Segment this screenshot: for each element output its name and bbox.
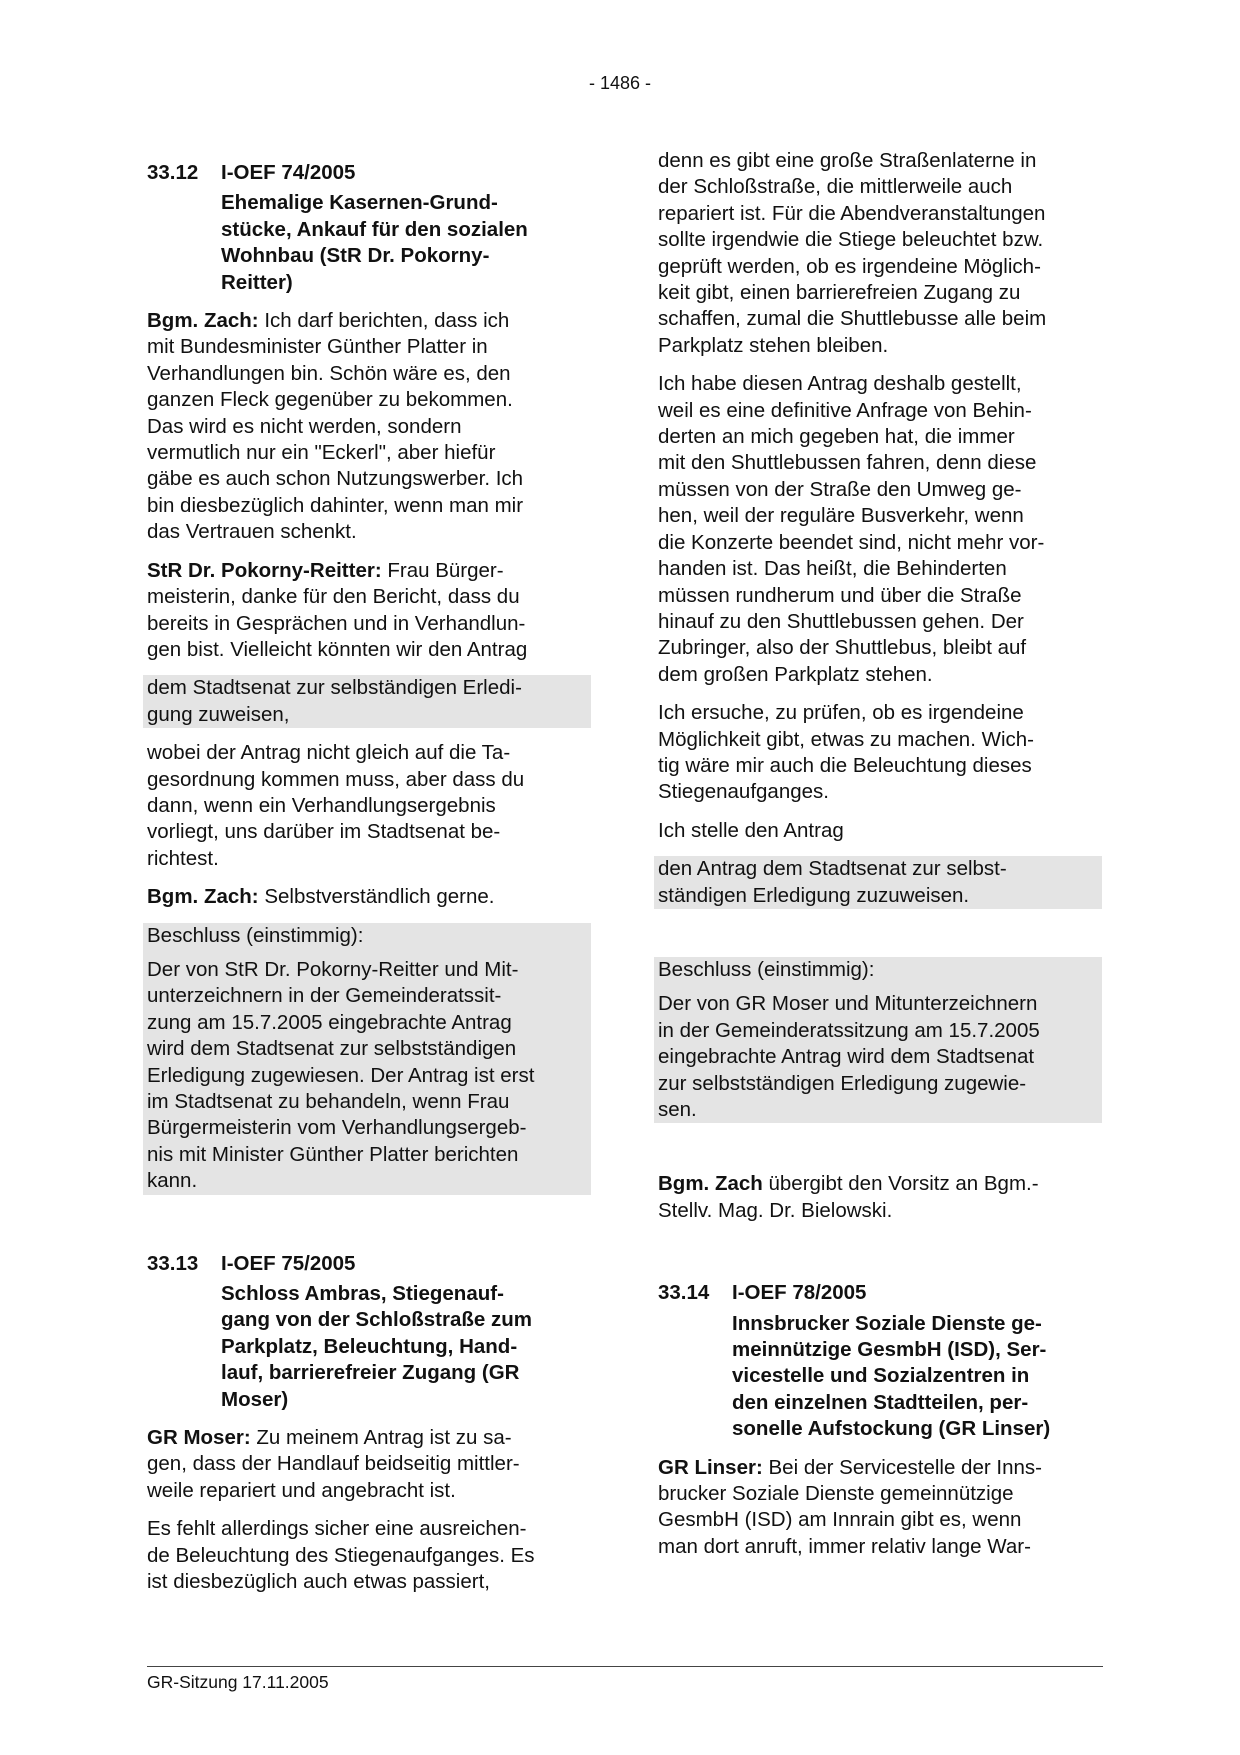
page-footer: GR-Sitzung 17.11.2005 xyxy=(147,1672,329,1692)
text-line: gesordnung kommen muss, aber dass du xyxy=(147,767,525,791)
speaker-name: GR Linser: xyxy=(658,1455,763,1479)
text-line: Erledigung zugewiesen. Der Antrag ist erst xyxy=(147,1063,535,1087)
text-line: Verhandlungen bin. Schön wäre es, den xyxy=(147,361,511,385)
text-line: im Stadtsenat zu behandeln, wenn Frau xyxy=(147,1090,510,1113)
speaker-name: GR Moser: xyxy=(147,1426,251,1450)
text-line: eingebrachte Antrag wird dem Stadtsenat xyxy=(658,1045,1035,1069)
text-line: denn es gibt eine große Straßenlaterne in xyxy=(658,149,1037,172)
text-line: unterzeichnern in der Gemeinderatssit- xyxy=(147,984,502,1008)
title-line: gang von der Schloßstraße zum xyxy=(221,1308,532,1332)
text-line: gäbe es auch schon Nutzungswerber. Ich xyxy=(147,467,524,491)
section-code: I-OEF 74/2005 xyxy=(221,161,356,184)
page-number: - 1486 - xyxy=(588,73,652,93)
title-line: sonelle Aufstockung (GR Linser) xyxy=(732,1417,1051,1441)
text-line: hen, weil der reguläre Busverkehr, wenn xyxy=(658,504,1024,528)
paragraph-bgm-zach-reply xyxy=(147,884,587,910)
title-line: Reitter) xyxy=(221,270,293,294)
text-line: keit gibt, einen barrierefreien Zugang zu xyxy=(658,281,1021,305)
resolution-block xyxy=(143,923,591,1195)
title-line: Ehemalige Kasernen-Grund- xyxy=(221,191,498,215)
text-line: die Konzerte beendet sind, nicht mehr vor- xyxy=(658,530,1045,554)
text-line: den Antrag dem Stadtsenat zur selbst- xyxy=(658,857,1007,881)
text-line: Frau Bürger- xyxy=(381,558,504,582)
text-line: Ich darf berichten, dass ich xyxy=(258,309,510,333)
text-line: wobei der Antrag nicht gleich auf die Ta- xyxy=(147,741,511,765)
text-line: zung am 15.7.2005 eingebrachte Antrag xyxy=(147,1010,512,1034)
section-heading-33-13 xyxy=(147,1251,587,1277)
text-line: Das wird es nicht werden, sondern xyxy=(147,414,462,438)
text-line: vorliegt, uns darüber im Stadtsenat be- xyxy=(147,820,501,844)
text-line: Ich habe diesen Antrag deshalb gestellt, xyxy=(658,372,1022,396)
text-line: mit den Shuttlebussen fahren, denn diese xyxy=(658,451,1037,475)
text-line: weil es eine definitive Anfrage von Behin- xyxy=(658,398,1032,422)
left-column xyxy=(147,160,587,1608)
text-line: gen, dass der Handlauf beidseitig mittler- xyxy=(147,1452,520,1476)
text-line: handen ist. Das heißt, die Behinderten xyxy=(658,557,1007,581)
text-line: Bürgermeisterin vom Verhandlungsergeb- xyxy=(147,1116,527,1140)
text-line: Bei der Servicestelle der Inns- xyxy=(762,1455,1042,1479)
paragraph-motion-intro: Ich stelle den Antrag xyxy=(658,818,844,842)
section-title xyxy=(221,190,587,296)
text-line: geprüft werden, ob es irgendeine Möglich- xyxy=(658,254,1041,278)
resolution-heading: Beschluss (einstimmig): xyxy=(147,923,364,947)
title-line: vicestelle und Sozialzentren in xyxy=(732,1364,1030,1388)
text-line: dem großen Parkplatz stehen. xyxy=(658,662,933,686)
text-line: sen. xyxy=(658,1098,697,1121)
section-title xyxy=(221,1281,587,1413)
text-line: Der von StR Dr. Pokorny-Reitter und Mit- xyxy=(147,957,519,981)
text-line: richtest. xyxy=(147,846,219,870)
text-line: weile repariert und angebracht ist. xyxy=(147,1478,456,1502)
text-line: Stiegenaufganges. xyxy=(658,780,829,804)
section-number: 33.14 xyxy=(658,1281,710,1305)
text-line: vermutlich nur ein "Eckerl", aber hiefür xyxy=(147,441,496,465)
footer-divider xyxy=(147,1666,1103,1667)
text-line: der Schloßstraße, die mittlerweile auch xyxy=(658,175,1013,199)
text-line: das Vertrauen schenkt. xyxy=(147,520,357,544)
text-line: hinauf zu den Shuttlebussen gehen. Der xyxy=(658,609,1024,633)
right-column xyxy=(658,148,1098,1572)
paragraph-pokorny-reitter xyxy=(147,558,587,664)
text-line: kann. xyxy=(147,1169,198,1193)
text-line: tig wäre mir auch die Beleuchtung dieses xyxy=(658,753,1032,777)
speaker-name: Bgm. Zach: xyxy=(147,885,259,909)
text-line: müssen von der Straße den Umweg ge- xyxy=(658,477,1022,501)
motion-text xyxy=(654,856,1102,909)
speaker-name: StR Dr. Pokorny-Reitter: xyxy=(147,558,382,582)
text-line: wird dem Stadtsenat zur selbstständigen xyxy=(147,1037,517,1061)
motion-text xyxy=(143,675,591,728)
paragraph-reason xyxy=(658,371,1098,688)
paragraph-request xyxy=(658,700,1098,806)
text-line: derten an mich gegeben hat, die immer xyxy=(658,425,1015,449)
text-line: GesmbH (ISD) am Innrain gibt es, wenn xyxy=(658,1508,1022,1532)
paragraph-gr-moser xyxy=(147,1425,587,1504)
text-line: Zu meinem Antrag ist zu sa- xyxy=(250,1426,512,1450)
text-line: man dort anruft, immer relativ lange War- xyxy=(658,1534,1031,1558)
title-line: Schloss Ambras, Stiegenauf- xyxy=(221,1282,504,1306)
title-line: Wohnbau (StR Dr. Pokorny- xyxy=(221,244,490,268)
text-line: mit Bundesminister Günther Platter in xyxy=(147,335,488,359)
title-line: Parkplatz, Beleuchtung, Hand- xyxy=(221,1334,518,1358)
text-line: repariert ist. Für die Abendveranstaltungen xyxy=(658,201,1046,225)
resolution-text xyxy=(147,957,587,1195)
section-number: 33.13 xyxy=(147,1251,199,1275)
section-heading-33-14 xyxy=(658,1280,1098,1306)
title-line: stücke, Ankauf für den sozialen xyxy=(221,217,528,241)
title-line: meinnützige GesmbH (ISD), Ser- xyxy=(732,1338,1047,1362)
text-line: Parkplatz stehen bleiben. xyxy=(658,333,889,357)
text-line: Möglichkeit gibt, etwas zu machen. Wich- xyxy=(658,727,1034,751)
section-code: I-OEF 75/2005 xyxy=(221,1251,356,1275)
resolution-text xyxy=(658,991,1098,1123)
speaker-name: Bgm. Zach xyxy=(658,1172,763,1196)
text-line: Selbstverständlich gerne. xyxy=(258,885,495,909)
text-line: ganzen Fleck gegenüber zu bekommen. xyxy=(147,388,513,412)
resolution-heading: Beschluss (einstimmig): xyxy=(658,957,875,981)
text-line: meisterin, danke für den Bericht, dass du xyxy=(147,585,520,609)
text-line: müssen rundherum und über die Straße xyxy=(658,583,1022,607)
text-line: schaffen, zumal die Shuttlebusse alle beim xyxy=(658,307,1047,331)
text-line: Stellv. Mag. Dr. Bielowski. xyxy=(658,1198,893,1222)
text-line: sollte irgendwie die Stiege beleuchtet bzw. xyxy=(658,228,1044,252)
text-line: gung zuweisen, xyxy=(147,702,290,726)
section-heading-33-12 xyxy=(147,160,587,186)
paragraph-lighting xyxy=(147,1516,587,1595)
paragraph-gr-linser xyxy=(658,1455,1098,1561)
title-line: Innsbrucker Soziale Dienste ge- xyxy=(732,1311,1042,1335)
text-line: Zubringer, also der Shuttlebus, bleibt auf xyxy=(658,636,1027,660)
resolution-block xyxy=(654,957,1102,1123)
paragraph-bgm-zach xyxy=(147,308,587,546)
text-line: dem Stadtsenat zur selbständigen Erledi- xyxy=(147,676,522,700)
text-line: zur selbstständigen Erledigung zugewie- xyxy=(658,1071,1027,1095)
text-line: ist diesbezüglich auch etwas passiert, xyxy=(147,1570,490,1594)
text-line: in der Gemeinderatssitzung am 15.7.2005 xyxy=(658,1018,1040,1042)
paragraph-chair-handover xyxy=(658,1171,1098,1224)
section-code: I-OEF 78/2005 xyxy=(732,1281,867,1305)
text-line: übergibt den Vorsitz an Bgm.- xyxy=(762,1172,1039,1196)
text-line: ständigen Erledigung zuzuweisen. xyxy=(658,883,970,907)
text-line: gen bist. Vielleicht könnten wir den Antrag xyxy=(147,637,528,661)
text-line: dann, wenn ein Verhandlungsergebnis xyxy=(147,793,496,817)
section-title xyxy=(732,1311,1098,1443)
text-line: nis mit Minister Günther Platter berichten xyxy=(147,1142,519,1166)
text-line: brucker Soziale Dienste gemeinnützige xyxy=(658,1482,1014,1506)
section-number: 33.12 xyxy=(147,161,199,184)
text-line: Ich ersuche, zu prüfen, ob es irgendeine xyxy=(658,701,1024,725)
text-line: bereits in Gesprächen und in Verhandlun- xyxy=(147,611,526,635)
title-line: lauf, barrierefreier Zugang (GR xyxy=(221,1361,520,1385)
paragraph-continuation xyxy=(147,740,587,872)
paragraph-street-lamp xyxy=(658,148,1098,359)
text-line: Der von GR Moser und Mitunterzeichnern xyxy=(658,992,1038,1016)
text-line: Es fehlt allerdings sicher eine ausreichen- xyxy=(147,1517,527,1541)
title-line: den einzelnen Stadtteilen, per- xyxy=(732,1390,1029,1414)
title-line: Moser) xyxy=(221,1387,289,1411)
text-line: de Beleuchtung des Stiegenaufganges. Es xyxy=(147,1543,535,1567)
text-line: bin diesbezüglich dahinter, wenn man mir xyxy=(147,493,524,517)
speaker-name: Bgm. Zach: xyxy=(147,309,259,333)
